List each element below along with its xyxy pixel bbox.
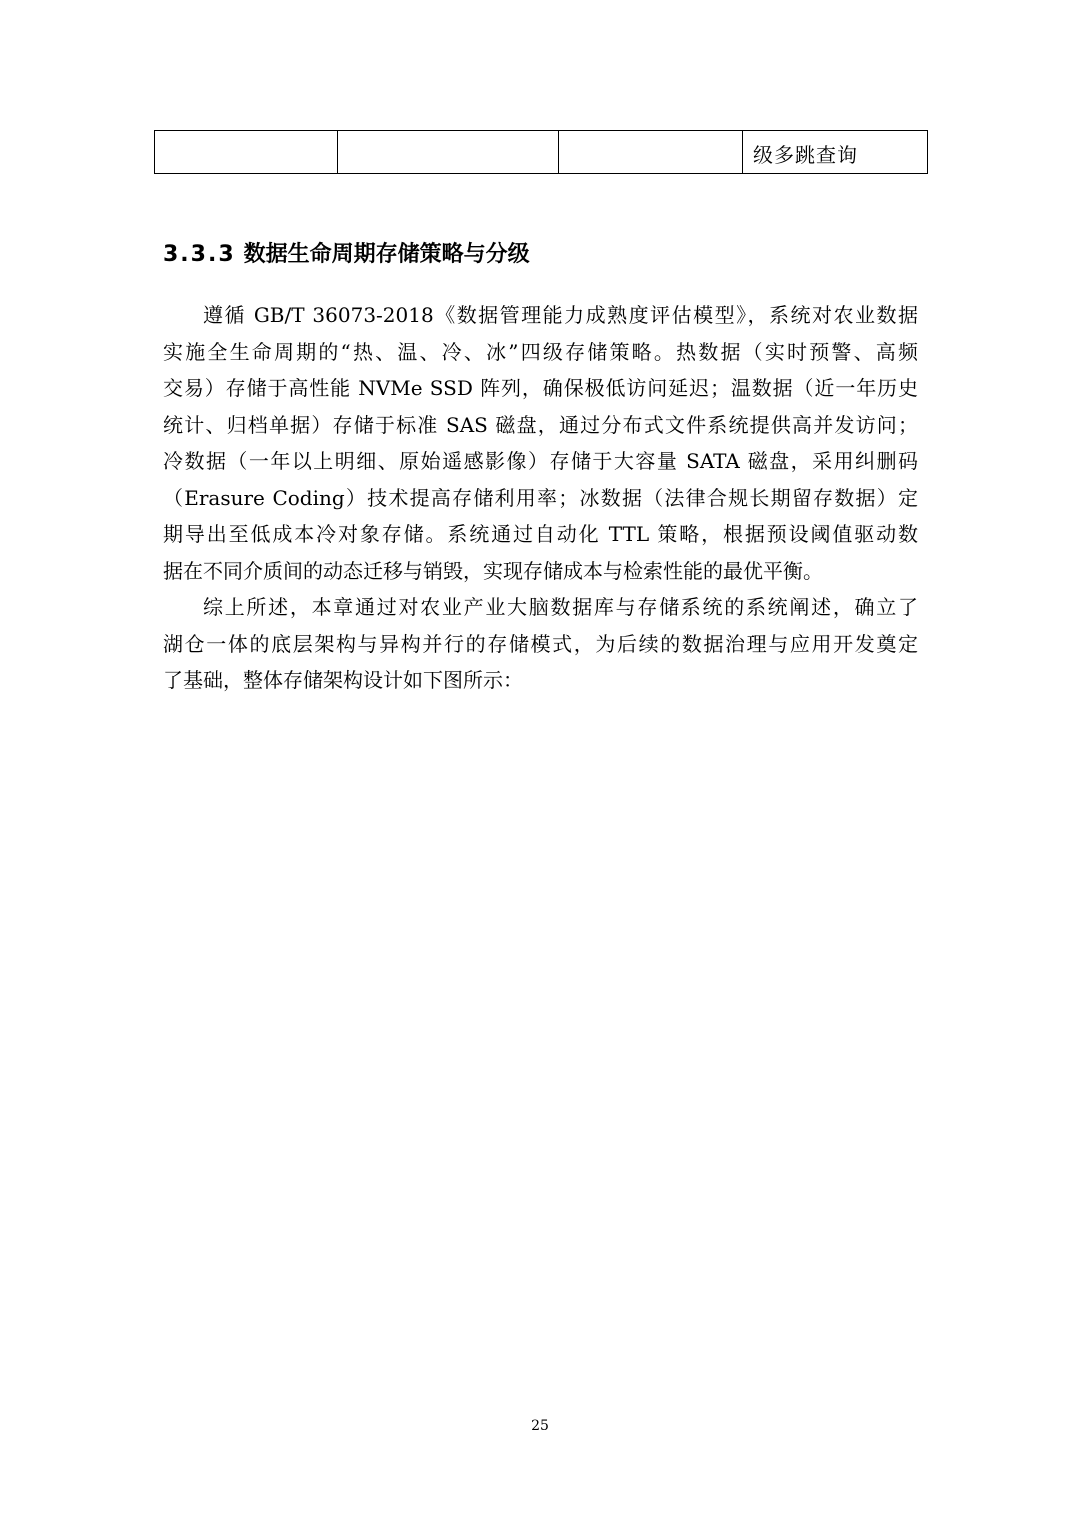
paragraph-line: （Erasure Coding）技术提高存储利用率；冰数据（法律合规长期留存数据）定 (163, 485, 918, 510)
table-fragment (154, 130, 928, 174)
paragraph-line: 冷数据（一年以上明细、原始遥感影像）存储于大容量 SATA 磁盘，采用纠删码 (163, 449, 918, 473)
section-heading (163, 240, 530, 270)
paragraph-line: 据在不同介质间的动态迁移与销毁，实现存储成本与检索性能的最优平衡。 (163, 558, 823, 583)
paragraph-line: 湖仓一体的底层架构与异构并行的存储模式，为后续的数据治理与应用开发奠定 (163, 631, 918, 656)
section-number: 3.3.3 (163, 242, 236, 267)
table-row (155, 131, 928, 174)
table-cell (559, 131, 743, 174)
paragraph-line: 综上所述，本章通过对农业产业大脑数据库与存储系统的系统阐述，确立了 (203, 595, 918, 619)
paragraph-line: 遵循 GB/T 36073-2018《数据管理能力成熟度评估模型》，系统对农业数据 (203, 303, 918, 327)
table-cell (155, 131, 338, 174)
paragraph-line: 交易）存储于高性能 NVMe SSD 阵列，确保极低访问延迟；温数据（近一年历史 (163, 376, 918, 400)
paragraph-summary (163, 589, 918, 699)
section-title: 数据生命周期存储策略与分级 (243, 242, 530, 267)
table-cell: 级多跳查询 (743, 131, 928, 174)
paragraph-storage-strategy (163, 297, 918, 589)
paragraph-line: 期导出至低成本冷对象存储。系统通过自动化 TTL 策略，根据预设阈值驱动数 (163, 522, 918, 546)
paragraph-line: 了基础，整体存储架构设计如下图所示： (163, 668, 523, 692)
page-number: 25 (531, 1418, 549, 1434)
table-cell (338, 131, 559, 174)
paragraph-line: 实施全生命周期的“热、温、冷、冰”四级存储策略。热数据（实时预警、高频 (163, 339, 918, 364)
paragraph-line: 统计、归档单据）存储于标准 SAS 磁盘，通过分布式文件系统提供高并发访问； (163, 412, 918, 437)
